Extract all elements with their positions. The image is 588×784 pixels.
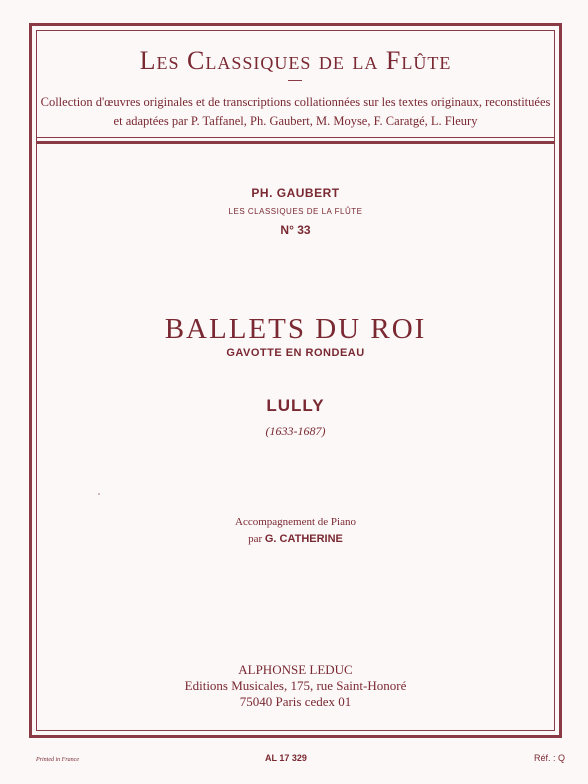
printed-in-label: Printed in France bbox=[36, 757, 79, 763]
publisher-address-1: Editions Musicales, 175, rue Saint-Honoré bbox=[184, 678, 407, 693]
publisher-address-2: 75040 Paris cedex 01 bbox=[239, 694, 352, 709]
title-underline bbox=[288, 80, 302, 81]
catalog-number: AL 17 329 bbox=[265, 753, 307, 763]
publisher-name: ALPHONSE LEDUC bbox=[238, 662, 353, 677]
arranger-line bbox=[36, 533, 555, 545]
composer-dates: (1633-1687) bbox=[265, 424, 326, 438]
paper-speck bbox=[98, 493, 100, 495]
publisher-block bbox=[36, 662, 555, 710]
accompaniment-label: Accompagnement de Piano bbox=[235, 516, 356, 528]
inner-border bbox=[36, 30, 555, 731]
collection-description bbox=[36, 93, 555, 131]
work-subtitle: GAVOTTE EN RONDEAU bbox=[226, 347, 365, 359]
editor-name: PH. GAUBERT bbox=[251, 186, 340, 200]
series-title: Les Classiques de la Flûte bbox=[139, 46, 452, 75]
series-name-small: LES CLASSIQUES DE LA FLÛTE bbox=[228, 207, 363, 216]
header-divider-thin bbox=[36, 137, 555, 138]
arranger-name: G. CATHERINE bbox=[264, 533, 343, 545]
collection-line-1: Collection d'œuvres originales et de transcriptions collationnées sur les textes originaux, reconstituées bbox=[40, 95, 551, 109]
work-title: BALLETS DU ROI bbox=[164, 313, 427, 345]
collection-line-2: et adaptées par P. Taffanel, Ph. Gaubert, M. Moyse, F. Caratgé, L. Fleury bbox=[113, 114, 478, 128]
header-divider-thick bbox=[36, 141, 555, 144]
arranger-prefix: par bbox=[248, 533, 263, 545]
reference-code: Réf. : Q bbox=[534, 753, 566, 763]
series-number: N° 33 bbox=[280, 223, 311, 237]
composer-name: LULLY bbox=[266, 396, 325, 415]
